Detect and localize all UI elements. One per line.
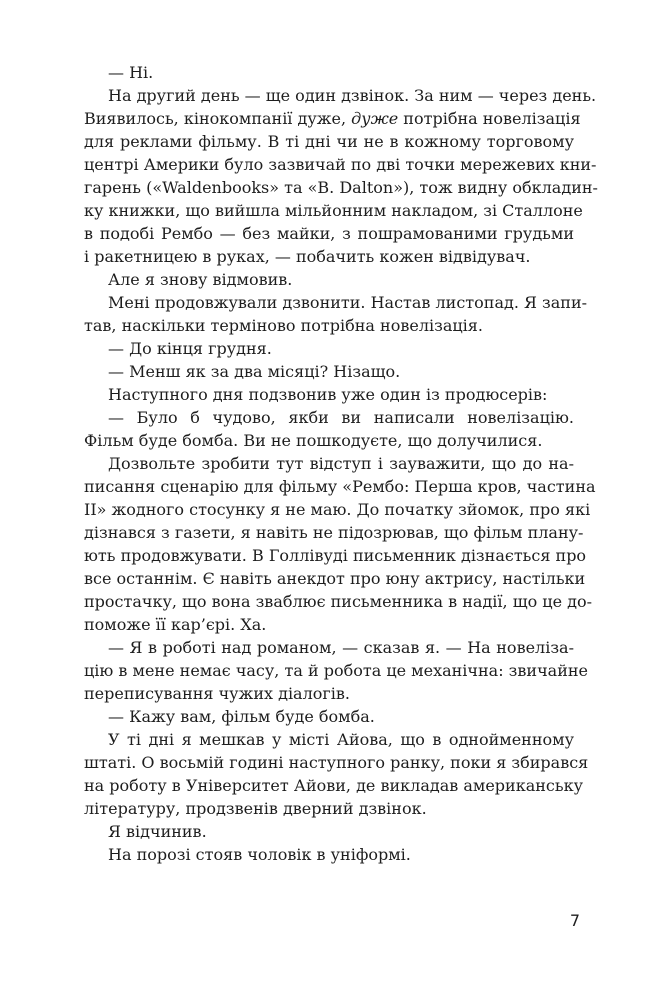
text-line: — Я в роботі над романом, — сказав я. — На новеліза- xyxy=(108,638,574,657)
text-line: Наступного дня подзвонив уже один із продюсерів: xyxy=(108,385,548,404)
page-number: 7 xyxy=(569,911,580,930)
paragraph xyxy=(84,383,574,406)
paragraph xyxy=(84,61,574,84)
text-line: в подобі Рембо — без майки, з пошрамованими грудьми xyxy=(84,224,574,243)
text-line: центрі Америки було зазвичай по дві точки мережевих кни- xyxy=(84,155,597,174)
paragraph xyxy=(84,452,596,636)
paragraph xyxy=(84,360,574,383)
paragraph xyxy=(84,728,589,820)
text-line: все останнім. Є навіть анекдот про юну актрису, настільки xyxy=(84,569,586,588)
text-line: — Кажу вам, фільм буде бомба. xyxy=(108,707,375,726)
text-line: ють продовжувати. В Голлівуді письменник дізнається про xyxy=(84,546,587,565)
paragraph xyxy=(84,820,574,843)
body-text xyxy=(84,61,598,866)
text-line: Мені продовжували дзвонити. Настав листопад. Я запи- xyxy=(108,293,588,312)
text-line: тав, наскільки терміново потрібна новелізація. xyxy=(84,316,483,335)
text-line: літературу, продзвенів дверний дзвінок. xyxy=(84,799,427,818)
text-line: ІІ» жодного стосунку я не маю. До початку зйомок, про які xyxy=(84,500,591,519)
text-line: — Менш як за два місяці? Нізащо. xyxy=(108,362,401,381)
paragraph xyxy=(84,84,598,268)
text-line: Я відчинив. xyxy=(108,822,207,841)
paragraph xyxy=(84,636,588,705)
paragraph xyxy=(84,843,574,866)
paragraph xyxy=(84,705,574,728)
text-line: і ракетницею в руках, — побачить кожен відвідувач. xyxy=(84,247,531,266)
text-line: поможе її кар’єрі. Ха. xyxy=(84,615,267,634)
paragraph xyxy=(84,337,574,360)
text-line: — Було б чудово, якби ви написали новелізацію. xyxy=(108,408,574,427)
text-line: ку книжки, що вийшла мільйонним накладом, зі Сталлоне xyxy=(84,201,583,220)
text-line: переписування чужих діалогів. xyxy=(84,684,350,703)
text-line: Дозвольте зробити тут відступ і зауважити, що до на- xyxy=(108,454,574,473)
text-line: гарень («Waldenbooks» та «B. Dalton»), тож видну обкладин- xyxy=(84,178,598,197)
text-line: простачку, що вона зваблює письменника в надії, що це до- xyxy=(84,592,593,611)
text-line: Але я знову відмовив. xyxy=(108,270,293,289)
text-line: На другий день — ще один дзвінок. За ним — через день. xyxy=(108,86,597,105)
text-line: — До кінця грудня. xyxy=(108,339,272,358)
text-line: писання сценарію для фільму «Рембо: Перша кров, частина xyxy=(84,477,596,496)
text-line: У ті дні я мешкав у місті Айова, що в однойменному xyxy=(108,730,574,749)
paragraph xyxy=(84,268,574,291)
text-line: дізнався з газети, я навіть не підозрював, що фільм плану- xyxy=(84,523,584,542)
text-line: для реклами фільму. В ті дні чи не в кожному торговому xyxy=(84,132,574,151)
text-line: Фільм буде бомба. Ви не пошкодуєте, що долучилися. xyxy=(84,431,543,450)
text-line: на роботу в Університет Айови, де викладав американську xyxy=(84,776,583,795)
text-line: Виявилось, кінокомпанії дуже, дуже потрібна новелізація xyxy=(84,109,581,128)
paragraph xyxy=(84,291,588,337)
text-line: На порозі стояв чоловік в уніформі. xyxy=(108,845,411,864)
text-line: цію в мене немає часу, та й робота це механічна: звичайне xyxy=(84,661,588,680)
paragraph xyxy=(84,406,574,452)
text-line: — Ні. xyxy=(108,63,154,82)
text-line: штаті. О восьмій годині наступного ранку, поки я збирався xyxy=(84,753,589,772)
